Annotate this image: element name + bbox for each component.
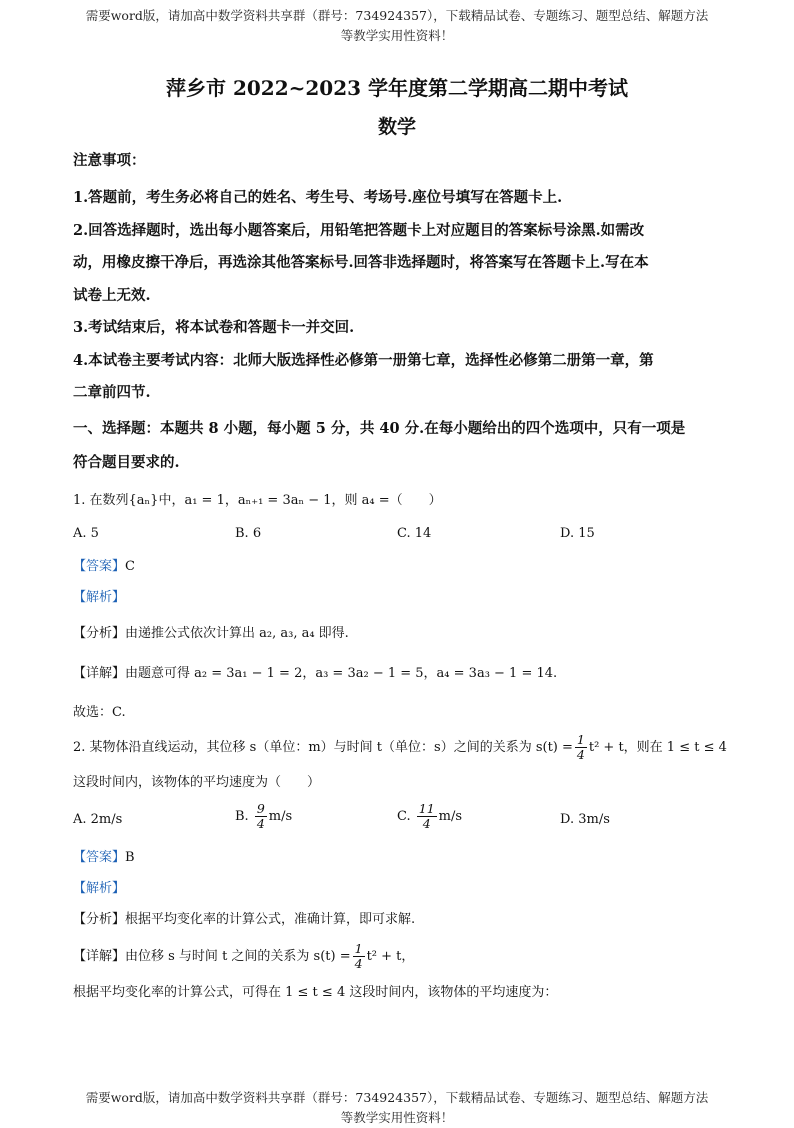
answer-label: 【答案】 <box>73 559 126 574</box>
notice-heading: 注意事项： <box>73 152 146 169</box>
question-1-stem: 1. 在数列{aₙ}中，a₁ = 1，aₙ₊₁ = 3aₙ − 1，则 a₄ =（ ） <box>73 493 442 508</box>
q2-option-a: A. 2m/s <box>73 812 123 827</box>
frac-num: 1 <box>354 941 363 956</box>
footer-line-2: 等教学实用性资料！ <box>340 1110 454 1125</box>
frac-den: 4 <box>422 816 431 831</box>
frac-den: 4 <box>354 956 363 971</box>
q2-stem-part-a: 2. 某物体沿直线运动，其位移 s（单位：m）与时间 t（单位：s）之间的关系为 s(t) = <box>73 740 573 755</box>
q2-frac-num: 1 <box>576 732 585 747</box>
section-heading <box>73 412 733 480</box>
header-line-2: 等教学实用性资料！ <box>340 28 454 43</box>
exam-title: 萍乡市 2022~2023 学年度第二学期高二期中考试 <box>165 76 628 100</box>
notice-item: 4.本试卷主要考试内容：北师大版选择性必修第一册第七章，选择性必修第二册第一章，第 <box>73 351 654 369</box>
notice-item: 动，用橡皮擦干净后，再选涂其他答案标号.回答非选择题时，将答案写在答题卡上.写在本 <box>73 254 649 271</box>
q2-fenxi: 【分析】根据平均变化率的计算公式，准确计算，即可求解. <box>73 912 416 927</box>
q1-fenxi: 【分析】由递推公式依次计算出 a₂, a₃, a₄ 即得. <box>73 626 349 641</box>
q2-fraction <box>575 733 587 762</box>
notice-item: 2.回答选择题时，选出每小题答案后，用铅笔把答题卡上对应题目的答案标号涂黑.如需改 <box>73 221 645 239</box>
q2-option-d: D. 3m/s <box>560 812 610 827</box>
q1-conclusion: 故选：C. <box>73 705 126 720</box>
q2-option-c-label: C. <box>397 809 411 824</box>
answer-label: 【答案】 <box>73 850 126 865</box>
header-line-1: 需要word版，请加高中数学资料共享群（群号：734924357），下载精品试卷、专题练习、题型总结、解题方法 <box>85 8 709 23</box>
frac-den: 4 <box>256 816 265 831</box>
q2-option-b-fraction <box>255 802 267 831</box>
q2-detail-fraction <box>353 942 365 971</box>
q2-detail-part-b: t² + t， <box>366 949 415 964</box>
q2-stem-part-b: t² + t，则在 1 ≤ t ≤ 4 <box>588 740 727 755</box>
header-notice <box>0 6 794 46</box>
footer-line-1: 需要word版，请加高中数学资料共享群（群号：734924357），下载精品试卷、专题练习、题型总结、解题方法 <box>85 1090 709 1105</box>
q2-option-c-unit: m/s <box>438 809 463 824</box>
notice-item: 试卷上无效. <box>73 286 151 304</box>
section-heading-line-2: 符合题目要求的. <box>73 454 180 471</box>
notice-section <box>73 146 733 410</box>
answer-value: C <box>125 559 135 574</box>
q2-option-c <box>397 802 462 831</box>
q1-option-b: B. 6 <box>235 526 262 541</box>
notice-item: 3.考试结束后，将本试卷和答题卡一并交回. <box>73 319 355 336</box>
question-2-stem <box>73 733 727 762</box>
frac-num: 9 <box>256 801 265 816</box>
q2-detail-part-a: 【详解】由位移 s 与时间 t 之间的关系为 s(t) = <box>73 949 351 964</box>
q1-detail: 【详解】由题意可得 a₂ = 3a₁ − 1 = 2，a₃ = 3a₂ − 1 = 5，a₄ = 3a₃ − 1 = 14. <box>73 666 558 681</box>
q2-option-b-label: B. <box>235 809 249 824</box>
answer-value: B <box>125 850 135 865</box>
q1-answer <box>73 556 135 578</box>
q2-last-line: 根据平均变化率的计算公式，可得在 1 ≤ t ≤ 4 这段时间内，该物体的平均速度为： <box>73 985 558 1000</box>
frac-num: 11 <box>418 801 435 816</box>
q2-detail <box>73 942 414 971</box>
notice-item: 二章前四节. <box>73 384 151 401</box>
q2-answer <box>73 847 135 869</box>
q1-option-d: D. 15 <box>560 526 595 541</box>
question-2-stem-line-2: 这段时间内，该物体的平均速度为（ ） <box>73 775 321 790</box>
section-heading-line-1: 一、选择题：本题共 8 小题，每小题 5 分，共 40 分.在每小题给出的四个选项中，只有一项是 <box>73 420 686 437</box>
q1-option-c: C. 14 <box>397 526 432 541</box>
q2-option-b <box>235 802 292 831</box>
notice-item: 1.答题前，考生务必将自己的姓名、考生号、考场号.座位号填写在答题卡上. <box>73 189 563 206</box>
q2-option-b-unit: m/s <box>268 809 293 824</box>
notice-list <box>73 182 733 410</box>
q1-option-a: A. 5 <box>73 526 99 541</box>
q2-analysis-label: 【解析】 <box>73 881 126 896</box>
exam-subject: 数学 <box>377 116 416 138</box>
q2-frac-den: 4 <box>576 747 585 762</box>
q2-option-c-fraction <box>417 802 437 831</box>
footer-notice <box>0 1088 794 1128</box>
q1-analysis-label: 【解析】 <box>73 590 126 605</box>
